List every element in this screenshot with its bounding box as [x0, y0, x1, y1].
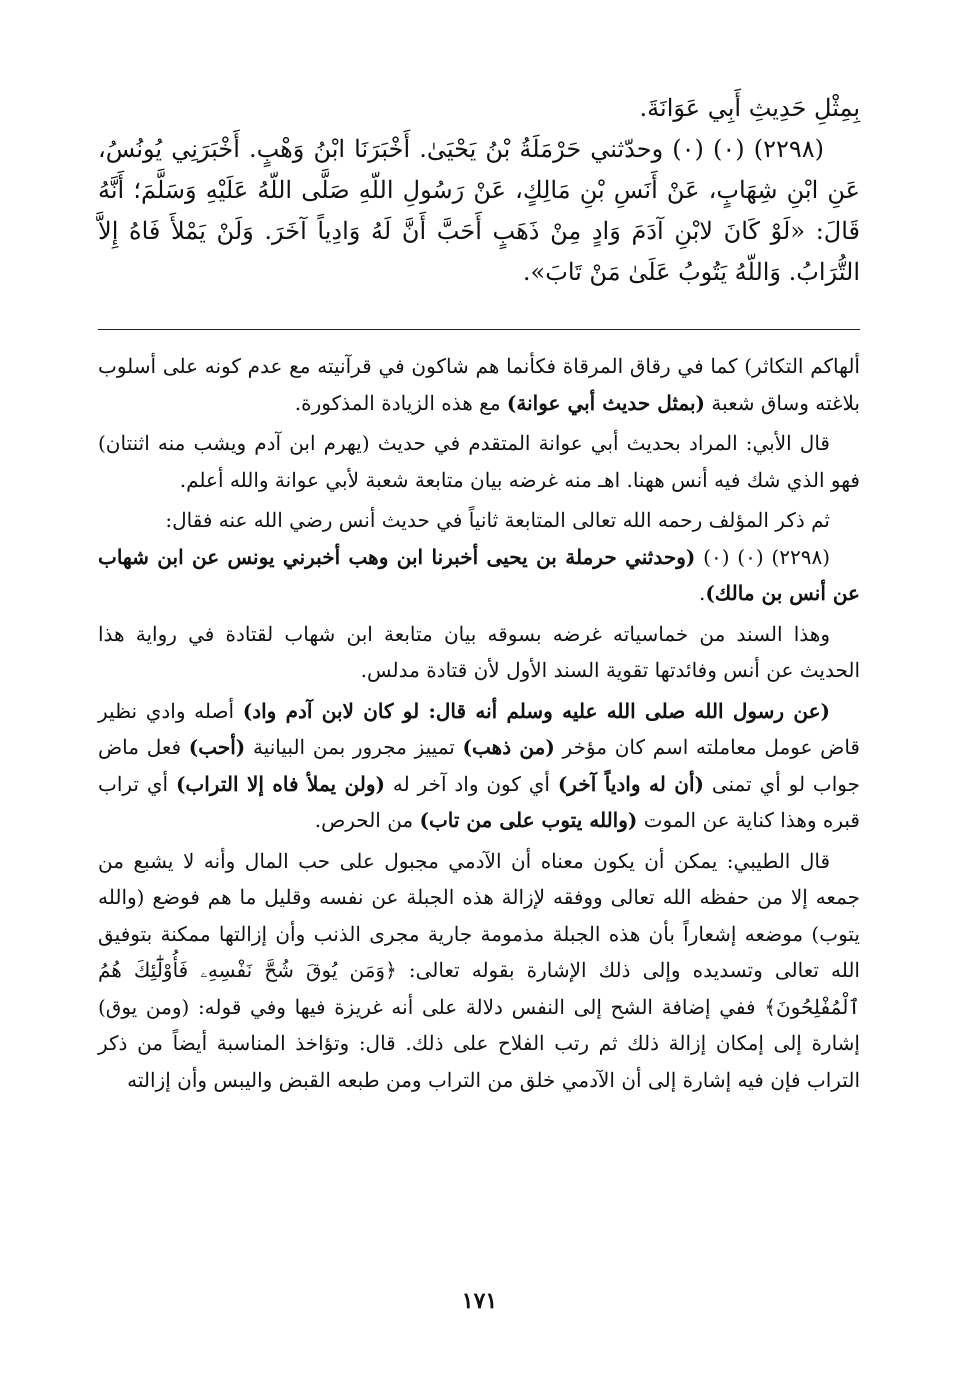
hadith-paragraph-2298: (٢٢٩٨) (٠) (٠) وحدّثني حَرْمَلَةُ بْنُ يَحْيَىٰ. أَخْبَرَنَا ابْنُ وَهْبٍ. أَخْبَرَنِي يُونُسُ، عَنِ ابْنِ شِهَابٍ، عَنْ أَنَسِ بْنِ مَالِكٍ، عَنْ رَسُولِ اللّهِ صَلَّى اللّهُ عَلَيْهِ وَسَلَّمَ؛ أَنَّهُ قَالَ: «لَوْ كَانَ لابْنِ آدَمَ وَادٍ مِنْ ذَهَبٍ أَحَبَّ أَنَّ لَهُ وَادِياً آخَرَ. وَلَنْ يَمْلأَ فَاهُ إِلاَّ التُّرَابُ. وَاللّهُ يَتُوبُ عَلَىٰ مَنْ تَابَ».	[98, 135, 860, 286]
commentary-paragraph-3: ثم ذكر المؤلف رحمه الله تعالى المتابعة ثانياً في حديث أنس رضي الله عنه فقال:	[165, 508, 830, 532]
commentary-paragraph-6: (عن رسول الله صلى الله عليه وسلم أنه قال: لو كان لابن آدم واد) أصله وادي نظير قاض عومل معاملته اسم كان مؤخر (من ذهب) تمييز مجرور بمن البيانية (أحب) فعل ماض جواب لو أي تمنى (أن له وادياً آخر) أي كون واد آخر له (ولن يملأ فاه إلا التراب) أي تراب قبره وهذا كناية عن الموت (والله يتوب على من تاب) من الحرص.	[98, 698, 860, 832]
hadith-line-1: بِمِثْلِ حَدِيثِ أَبِي عَوَانَةَ.	[639, 94, 860, 122]
commentary-paragraph-2: قال الأبي: المراد بحديث أبي عوانة المتقدم في حديث (يهرم ابن آدم ويشب منه اثنتان) فهو الذي شك فيه أنس ههنا. اهـ منه غرضه بيان متابعة شعبة لأبي عوانة والله أعلم.	[98, 431, 860, 492]
page-number: ١٧١	[461, 1288, 498, 1314]
commentary-paragraph-4: (٢٢٩٨) (٠) (٠) (وحدثني حرملة بن يحيى أخبرنا ابن وهب أخبرني يونس عن ابن شهاب عن أنس بن مالك).	[98, 544, 860, 605]
footnote-divider	[98, 329, 860, 330]
commentary-text	[98, 348, 860, 1098]
commentary-paragraph-7: قال الطيبي: يمكن أن يكون معناه أن الآدمي مجبول على حب المال وأنه لا يشبع من جمعه إلا من حفظه الله تعالى ووفقه لإزالة هذه الجبلة عن نفسه وقليل ما هم فوضع (والله يتوب) موضعه إشعاراً بأن هذه الجبلة مذمومة جارية مجرى الذنب وأن إزالتها ممكنة بتوفيق الله تعالى وتسديده وإلى ذلك الإشارة بقوله تعالى: ﴿وَمَن يُوقَ شُحَّ نَفْسِهِۦ فَأُوْلَٰٓئِكَ هُمُ ٱلْمُفْلِحُونَ﴾ ففي إضافة الشح إلى النفس دلالة على أنه غريزة فيها وفي قوله: (ومن يوق) إشارة إلى إمكان إزالة ذلك ثم رتب الفلاح على ذلك. قال: وتؤاخذ المناسبة أيضاً من ذكر التراب فإن فيه إشارة إلى أن الآدمي خلق من التراب ومن طبعه القبض واليبس وأن إزالته	[98, 848, 861, 1092]
page-content	[98, 88, 860, 1102]
commentary-paragraph-1: ألهاكم التكاثر) كما في رقاق المرقاة فكأنما هم شاكون في قرآنيته مع عدم كونه على أسلوب بلاغته وساق شعبة (بمثل حديث أبي عوانة) مع هذه الزيادة المذكورة.	[98, 354, 860, 415]
hadith-text	[98, 88, 860, 293]
commentary-paragraph-5: وهذا السند من خماسياته غرضه بسوقه بيان متابعة ابن شهاب لقتادة في رواية هذا الحديث عن أنس وفائدتها تقوية السند الأول لأن قتادة مدلس.	[98, 621, 860, 682]
